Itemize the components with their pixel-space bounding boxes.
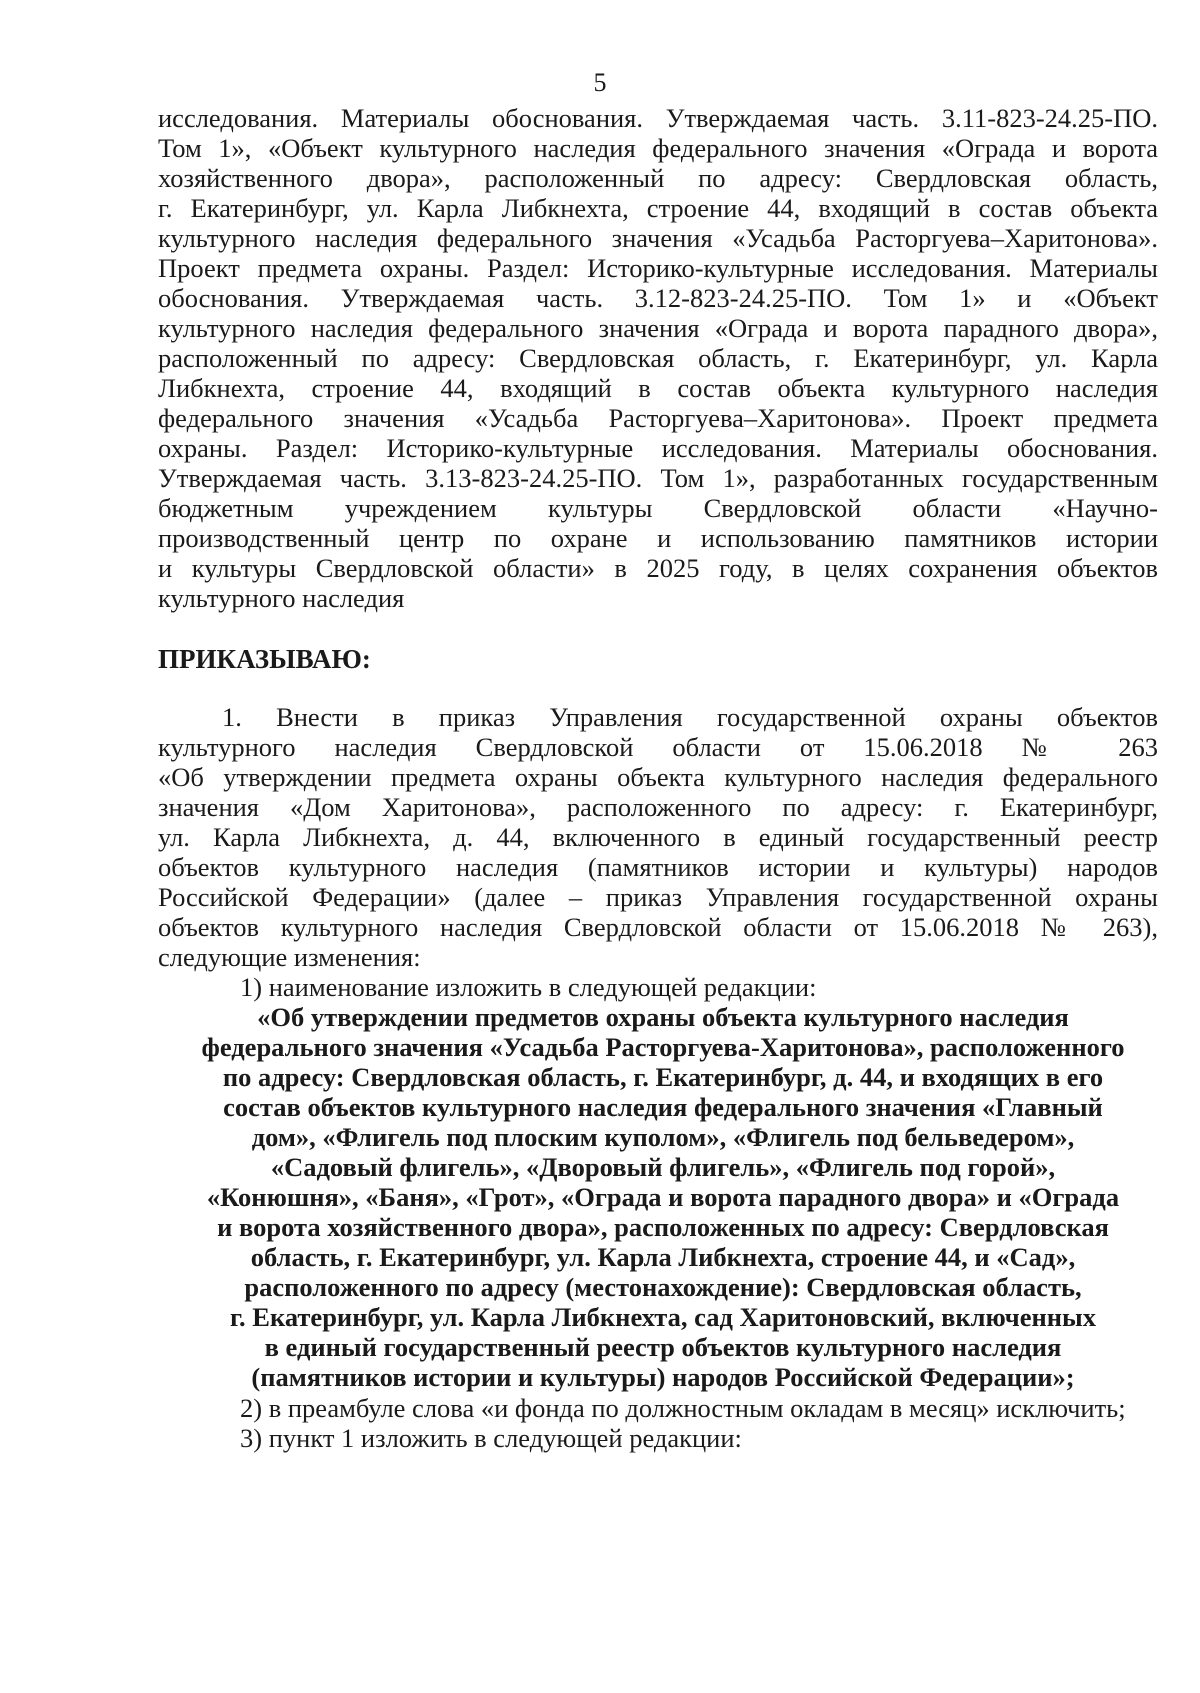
subitem-2: 2) в преамбуле слова «и фонда по должностным окладам в месяц» исключить;: [240, 1393, 1126, 1423]
new-title-line: «Садовый флигель», «Дворовый флигель», «Флигель под горой»,: [270, 1152, 1056, 1182]
new-title-line: область, г. Екатеринбург, ул. Карла Либкнехта, строение 44, и «Сад»,: [250, 1242, 1076, 1272]
preamble-line: исследования. Материалы обоснования. Утверждаемая часть. 3.11-823-24.25-ПО.: [158, 103, 1158, 133]
new-title-line: по адресу: Свердловская область, г. Екатеринбург, д. 44, и входящих в его: [222, 1062, 1104, 1092]
item1-line: Российской Федерации» (далее – приказ Управления государственной охраны: [158, 882, 1158, 912]
preamble-line: производственный центр по охране и использованию памятников истории: [158, 523, 1158, 553]
preamble-line: расположенный по адресу: Свердловская область, г. Екатеринбург, ул. Карла: [158, 343, 1158, 373]
new-title-line: «Об утверждении предметов охраны объекта культурного наследия: [257, 1002, 1069, 1032]
new-title-line: состав объектов культурного наследия федерального значения «Главный: [223, 1092, 1103, 1122]
new-title-line: и ворота хозяйственного двора», расположенных по адресу: Свердловская: [217, 1212, 1109, 1242]
preamble-line: культурного наследия федерального значения «Усадьба Расторгуева–Харитонова».: [158, 223, 1158, 253]
new-title-line: в единый государственный реестр объектов культурного наследия: [264, 1332, 1062, 1362]
preamble-line: г. Екатеринбург, ул. Карла Либкнехта, строение 44, входящий в состав объекта: [158, 193, 1158, 223]
new-title-line: «Конюшня», «Баня», «Грот», «Ограда и ворота парадного двора» и «Ограда: [206, 1182, 1120, 1212]
item1-line: 1. Внести в приказ Управления государственной охраны объектов: [222, 702, 1158, 732]
subitem-3: 3) пункт 1 изложить в следующей редакции:: [240, 1423, 742, 1453]
preamble-line: хозяйственного двора», расположенный по адресу: Свердловская область,: [158, 163, 1158, 193]
item1-line: следующие изменения:: [158, 942, 421, 972]
item1-line: объектов культурного наследия (памятников истории и культуры) народов: [158, 852, 1158, 882]
new-title-line: дом», «Флигель под плоским куполом», «Флигель под бельведером»,: [251, 1122, 1075, 1152]
item1-line: культурного наследия Свердловской области от 15.06.2018 № 263: [158, 732, 1158, 762]
preamble-line: Том 1», «Объект культурного наследия федерального значения «Ограда и ворота: [158, 133, 1158, 163]
new-title-line: расположенного по адресу (местонахождение): Свердловская область,: [244, 1272, 1082, 1302]
new-title-line: федерального значения «Усадьба Расторгуева-Харитонова», расположенного: [201, 1032, 1125, 1062]
preamble-line: Либкнехта, строение 44, входящий в состав объекта культурного наследия: [158, 373, 1158, 403]
item1-line: ул. Карла Либкнехта, д. 44, включенного в единый государственный реестр: [158, 822, 1158, 852]
preamble-line: охраны. Раздел: Историко-культурные исследования. Материалы обоснования.: [158, 433, 1158, 463]
preamble-line: обоснования. Утверждаемая часть. 3.12-823-24.25-ПО. Том 1» и «Объект: [158, 283, 1158, 313]
preamble-line: культурного наследия: [158, 583, 405, 613]
subitem-1: 1) наименование изложить в следующей редакции:: [240, 972, 817, 1002]
new-title-line: г. Екатеринбург, ул. Карла Либкнехта, сад Харитоновский, включенных: [230, 1302, 1096, 1332]
preamble-line: культурного наследия федерального значения «Ограда и ворота парадного двора»,: [158, 313, 1158, 343]
preamble-line: федерального значения «Усадьба Расторгуева–Харитонова». Проект предмета: [158, 403, 1158, 433]
page-number: 5: [593, 68, 607, 97]
new-title-line: (памятников истории и культуры) народов Российской Федерации»;: [251, 1362, 1075, 1392]
item1-line: объектов культурного наследия Свердловской области от 15.06.2018 № 263),: [158, 912, 1158, 942]
item1-line: значения «Дом Харитонова», расположенного по адресу: г. Екатеринбург,: [158, 792, 1158, 822]
preamble-line: бюджетным учреждением культуры Свердловской области «Научно-: [158, 493, 1158, 523]
preamble-line: Утверждаемая часть. 3.13-823-24.25-ПО. Том 1», разработанных государственным: [158, 463, 1158, 493]
preamble-line: и культуры Свердловской области» в 2025 году, в целях сохранения объектов: [158, 553, 1158, 583]
order-heading: ПРИКАЗЫВАЮ:: [158, 644, 371, 674]
preamble-line: Проект предмета охраны. Раздел: Историко-культурные исследования. Материалы: [158, 253, 1158, 283]
item1-line: «Об утверждении предмета охраны объекта культурного наследия федерального: [158, 762, 1158, 792]
